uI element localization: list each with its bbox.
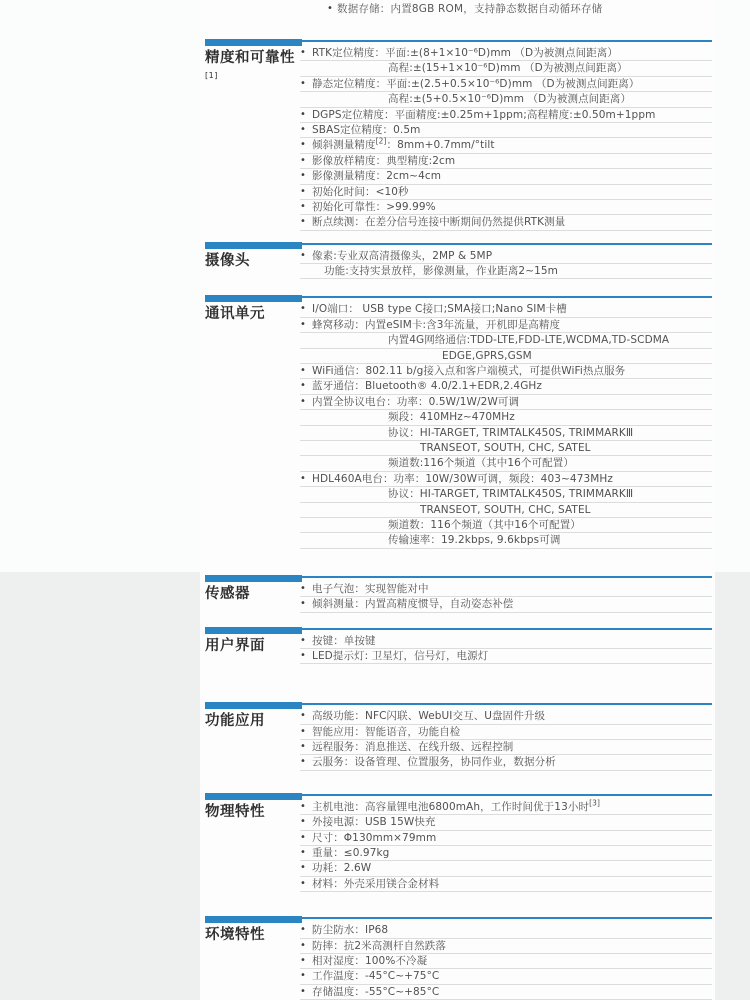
spec-row: • 像素:专业双高清摄像头，2MP & 5MP — [300, 249, 712, 264]
spec-row: • 按键：单按键 — [300, 634, 712, 649]
spec-row: 频段：410MHz~470MHz — [300, 410, 712, 425]
spec-row: • 存储温度：-55°C~+85°C — [300, 985, 712, 1000]
section-4 — [200, 575, 715, 613]
spec-row: TRANSEOT, SOUTH, CHC, SATEL — [300, 503, 712, 518]
accent-bar — [205, 702, 302, 709]
spec-row: 频道数:116个频道（其中16个可配置） — [300, 456, 712, 471]
spec-row: • HDL460A电台：功率：10W/30W可调，频段：403~473MHz — [300, 472, 712, 487]
spec-list — [300, 46, 712, 231]
bullet-icon: • — [300, 862, 306, 874]
bullet-icon: • — [300, 954, 306, 966]
bullet-icon: • — [300, 598, 306, 610]
spec-row: • 防尘防水：IP68 — [300, 923, 712, 938]
bullet-icon: • — [300, 924, 306, 936]
section-title: 环境特性 — [205, 927, 265, 944]
section-7 — [200, 793, 715, 892]
section-divider-line — [200, 242, 712, 249]
section-3 — [200, 295, 715, 548]
spec-row: • 尺寸：Φ130mm×79mm — [300, 831, 712, 846]
spec-sheet — [200, 0, 715, 1000]
bullet-icon: • — [300, 725, 306, 737]
accent-bar — [205, 575, 302, 582]
section-divider-line — [200, 793, 712, 800]
bullet-icon: • — [300, 816, 306, 828]
bullet-icon: • — [300, 185, 306, 197]
section-8 — [200, 916, 715, 1000]
section-divider-line — [200, 575, 712, 582]
bullet-icon: • — [300, 139, 306, 151]
bullet-icon: • — [300, 123, 306, 135]
spec-row: 传输速率：19.2kbps, 9.6kbps可调 — [300, 533, 712, 548]
section-title: 传感器 — [205, 585, 250, 602]
spec-row: • RTK定位精度：平面:±(8+1×10⁻⁶D)mm （D为被测点间距离） — [300, 46, 712, 61]
bullet-icon: • — [300, 200, 306, 212]
bullet-icon: • — [300, 249, 306, 261]
section-divider-line — [200, 39, 712, 46]
section-divider-line — [200, 295, 712, 302]
spec-text: 数据存储：内置8GB ROM，支持静态数据自动循环存储 — [337, 3, 603, 15]
spec-row: • I/O端口： USB type C接口;SMA接口;Nano SIM卡槽 — [300, 302, 712, 317]
spec-row: • 蜂窝移动：内置eSIM卡:含3年流量，开机即是高精度 — [300, 318, 712, 333]
bullet-icon: • — [300, 365, 306, 377]
bullet-icon: • — [300, 800, 306, 812]
accent-bar — [205, 295, 302, 302]
spec-row: • 倾斜测量：内置高精度惯导，自动姿态补偿 — [300, 597, 712, 612]
spec-row: • 蓝牙通信：Bluetooth® 4.0/2.1+EDR,2.4GHz — [300, 379, 712, 394]
spec-row: • 主机电池：高容量锂电池6800mAh，工作时间优于13小时[3] — [300, 800, 712, 815]
bullet-icon: • — [300, 649, 306, 661]
bullet-icon: • — [300, 472, 306, 484]
spec-row: • 云服务：设备管理、位置服务，协同作业，数据分析 — [300, 755, 712, 770]
bullet-icon: • — [300, 985, 306, 997]
spec-row: 内置4G网络通信:TDD-LTE,FDD-LTE,WCDMA,TD-SCDMA — [300, 333, 712, 348]
bullet-icon: • — [300, 831, 306, 843]
spec-row: • 智能应用：智能语音，功能自检 — [300, 725, 712, 740]
section-title: 摄像头 — [205, 252, 250, 269]
spec-row: • DGPS定位精度：平面精度:±0.25m+1ppm;高程精度:±0.50m+1ppm — [300, 108, 712, 123]
bullet-icon: • — [300, 970, 306, 982]
section-title: 精度和可靠性[1] — [205, 50, 295, 80]
accent-bar — [205, 39, 302, 46]
footnote-marker: [1] — [205, 71, 218, 80]
spec-row: • SBAS定位精度：0.5m — [300, 123, 712, 138]
bullet-icon: • — [300, 634, 306, 646]
bullet-icon: • — [300, 582, 306, 594]
section-1 — [200, 39, 715, 231]
data-storage-row — [200, 2, 715, 16]
spec-row: TRANSEOT, SOUTH, CHC, SATEL — [300, 441, 712, 456]
spec-row: • LED提示灯: 卫星灯，信号灯，电源灯 — [300, 649, 712, 664]
section-divider-line — [200, 627, 712, 634]
spec-row: • 电子气泡：实现智能对中 — [300, 582, 712, 597]
footnote-marker: [3] — [589, 798, 600, 808]
spec-list — [300, 923, 712, 1000]
spec-row: • 防摔：抗2米高测杆自然跌落 — [300, 939, 712, 954]
spec-row: • 材料：外壳采用镁合金材料 — [300, 877, 712, 892]
bullet-icon: • — [300, 170, 306, 182]
section-5 — [200, 627, 715, 665]
spec-row: • 初始化时间：<10秒 — [300, 185, 712, 200]
accent-bar — [205, 627, 302, 634]
spec-row: 协议：HI-TARGET, TRIMTALK450S, TRIMMARKⅢ — [300, 487, 712, 502]
spec-row: • WiFi通信：802.11 b/g接入点和客户端模式，可提供WiFi热点服务 — [300, 364, 712, 379]
bullet-icon: • — [300, 154, 306, 166]
section-title: 用户界面 — [205, 637, 265, 654]
spec-row: • 断点续测：在差分信号连接中断期间仍然提供RTK测量 — [300, 215, 712, 230]
bullet-icon: • — [327, 3, 334, 14]
spec-row: 高程:±(5+0.5×10⁻⁶D)mm （D为被测点间距离） — [300, 92, 712, 107]
bullet-icon: • — [300, 108, 306, 120]
spec-list — [300, 302, 712, 548]
spec-row: • 影像测量精度：2cm~4cm — [300, 169, 712, 184]
spec-list — [300, 249, 712, 280]
spec-row: • 高级功能：NFC闪联、WebUI交互、U盘固件升级 — [300, 709, 712, 724]
section-title: 功能应用 — [205, 713, 265, 730]
bullet-icon: • — [300, 756, 306, 768]
spec-row: • 影像放样精度：典型精度:2cm — [300, 154, 712, 169]
section-divider-line — [200, 702, 712, 709]
accent-bar — [205, 916, 302, 923]
bullet-icon: • — [300, 216, 306, 228]
spec-row: 协议：HI-TARGET, TRIMTALK450S, TRIMMARKⅢ — [300, 426, 712, 441]
bullet-icon: • — [300, 303, 306, 315]
spec-row: • 重量：≤0.97kg — [300, 846, 712, 861]
spec-list — [300, 634, 712, 665]
bullet-icon: • — [300, 395, 306, 407]
bullet-icon: • — [300, 47, 306, 58]
section-title: 物理特性 — [205, 803, 265, 820]
bullet-icon: • — [300, 741, 306, 753]
spec-sections — [200, 39, 715, 1000]
spec-row: • 工作温度：-45°C~+75°C — [300, 969, 712, 984]
bullet-icon: • — [300, 710, 306, 722]
spec-row: 高程:±(15+1×10⁻⁶D)mm （D为被测点间距离） — [300, 61, 712, 76]
spec-row: • 静态定位精度：平面:±(2.5+0.5×10⁻⁶D)mm （D为被测点间距离） — [300, 77, 712, 92]
spec-row: • 功耗：2.6W — [300, 861, 712, 876]
bullet-icon: • — [300, 380, 306, 392]
spec-row: • 相对湿度：100%不冷凝 — [300, 954, 712, 969]
spec-row: 频道数：116个频道（其中16个可配置） — [300, 518, 712, 533]
bullet-icon: • — [300, 847, 306, 859]
spec-row: EDGE,GPRS,GSM — [300, 349, 712, 364]
section-2 — [200, 242, 715, 280]
spec-list — [300, 800, 712, 892]
accent-bar — [205, 242, 302, 249]
spec-row: • 内置全协议电台：功率：0.5W/1W/2W可调 — [300, 395, 712, 410]
bullet-icon: • — [300, 939, 306, 951]
footnote-marker: [2] — [375, 136, 387, 146]
bullet-icon: • — [300, 77, 306, 89]
section-divider-line — [200, 916, 712, 923]
accent-bar — [205, 793, 302, 800]
spec-row: • 初始化可靠性：>99.99% — [300, 200, 712, 215]
spec-list — [300, 582, 712, 613]
section-6 — [200, 702, 715, 771]
section-title: 通讯单元 — [205, 306, 265, 323]
bullet-icon: • — [300, 318, 306, 330]
spec-row: 功能:支持实景放样，影像测量，作业距离2~15m — [300, 264, 712, 279]
spec-row: • 外接电源：USB 15W快充 — [300, 815, 712, 830]
spec-row: • 倾斜测量精度[2]：8mm+0.7mm/°tilt — [300, 138, 712, 153]
bullet-icon: • — [300, 877, 306, 889]
spec-row: • 远程服务：消息推送、在线升级、远程控制 — [300, 740, 712, 755]
spec-list — [300, 709, 712, 771]
